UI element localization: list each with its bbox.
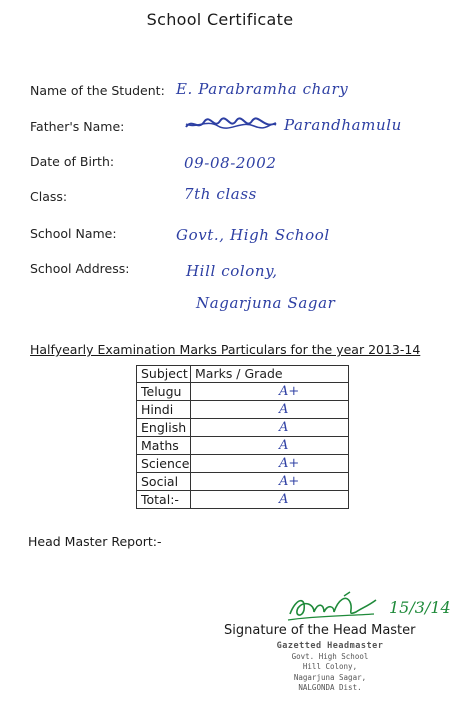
stamp-line: NALGONDA Dist. <box>298 683 362 692</box>
grade-value: A <box>279 492 289 507</box>
grade-value: A+ <box>279 456 300 471</box>
subject-cell: Social <box>137 473 191 491</box>
grade-cell <box>191 491 349 509</box>
table-row <box>137 419 349 437</box>
table-row <box>137 455 349 473</box>
grade-header <box>191 366 349 383</box>
grade-value: A+ <box>279 384 300 399</box>
signature-date: 15/3/14 <box>389 598 451 617</box>
school-address-line1: Hill colony, <box>186 262 278 280</box>
stamp-line: Hill Colony, <box>302 662 358 671</box>
subject-cell: Maths <box>137 437 191 455</box>
table-row <box>137 473 349 491</box>
table-row <box>137 383 349 401</box>
grade-value: A <box>279 420 289 435</box>
class-label: Class: <box>30 189 68 204</box>
table-header-row <box>137 366 349 383</box>
stamp-title: Gazetted Headmaster <box>276 641 384 651</box>
table-row <box>137 401 349 419</box>
dob-label: Date of Birth: <box>30 154 115 169</box>
signature-label: Signature of the Head Master <box>224 623 416 638</box>
grade-cell <box>191 383 349 401</box>
subject-cell: Telugu <box>137 383 191 401</box>
table-row <box>137 437 349 455</box>
school-name-label: School Name: <box>30 226 117 241</box>
marks-table <box>136 365 349 509</box>
grade-value: A <box>279 438 289 453</box>
grade-cell <box>191 455 349 473</box>
stamp-line: Nagarjuna Sagar, <box>293 672 367 682</box>
grade-cell <box>191 419 349 437</box>
class-value: 7th class <box>184 185 257 203</box>
school-address-label: School Address: <box>30 261 130 276</box>
grade-cell <box>191 473 349 491</box>
grade-value: A <box>279 402 289 417</box>
subject-cell: Hindi <box>137 401 191 419</box>
grade-cell <box>191 437 349 455</box>
dob-value: 09-08-2002 <box>184 154 277 172</box>
table-row-total <box>137 491 349 509</box>
subject-cell: Science <box>137 455 191 473</box>
student-name-label: Name of the Student: <box>30 83 165 98</box>
student-name-value: E. Parabramha chary <box>176 80 349 98</box>
school-address-line2: Nagarjuna Sagar <box>196 294 336 312</box>
grade-header-text: Marks / Grade <box>195 366 283 381</box>
handwritten-signature <box>284 590 380 624</box>
school-name-value: Govt., High School <box>176 226 330 244</box>
grade-cell <box>191 401 349 419</box>
exam-heading: Halfyearly Examination Marks Particulars for the year 2013-14 <box>30 342 421 357</box>
father-name-value: Parandhamulu <box>284 116 402 134</box>
strikethrough-scribble <box>184 115 278 133</box>
father-name-label: Father's Name: <box>30 119 125 134</box>
grade-value: A+ <box>279 474 300 489</box>
subject-cell: English <box>137 419 191 437</box>
subject-cell: Total:- <box>137 491 191 509</box>
head-master-stamp <box>260 641 400 694</box>
certificate-title: School Certificate <box>146 10 294 29</box>
head-master-report-label: Head Master Report:- <box>28 534 162 549</box>
stamp-line: Govt. High School <box>291 651 369 661</box>
subject-header: Subject <box>137 366 191 383</box>
